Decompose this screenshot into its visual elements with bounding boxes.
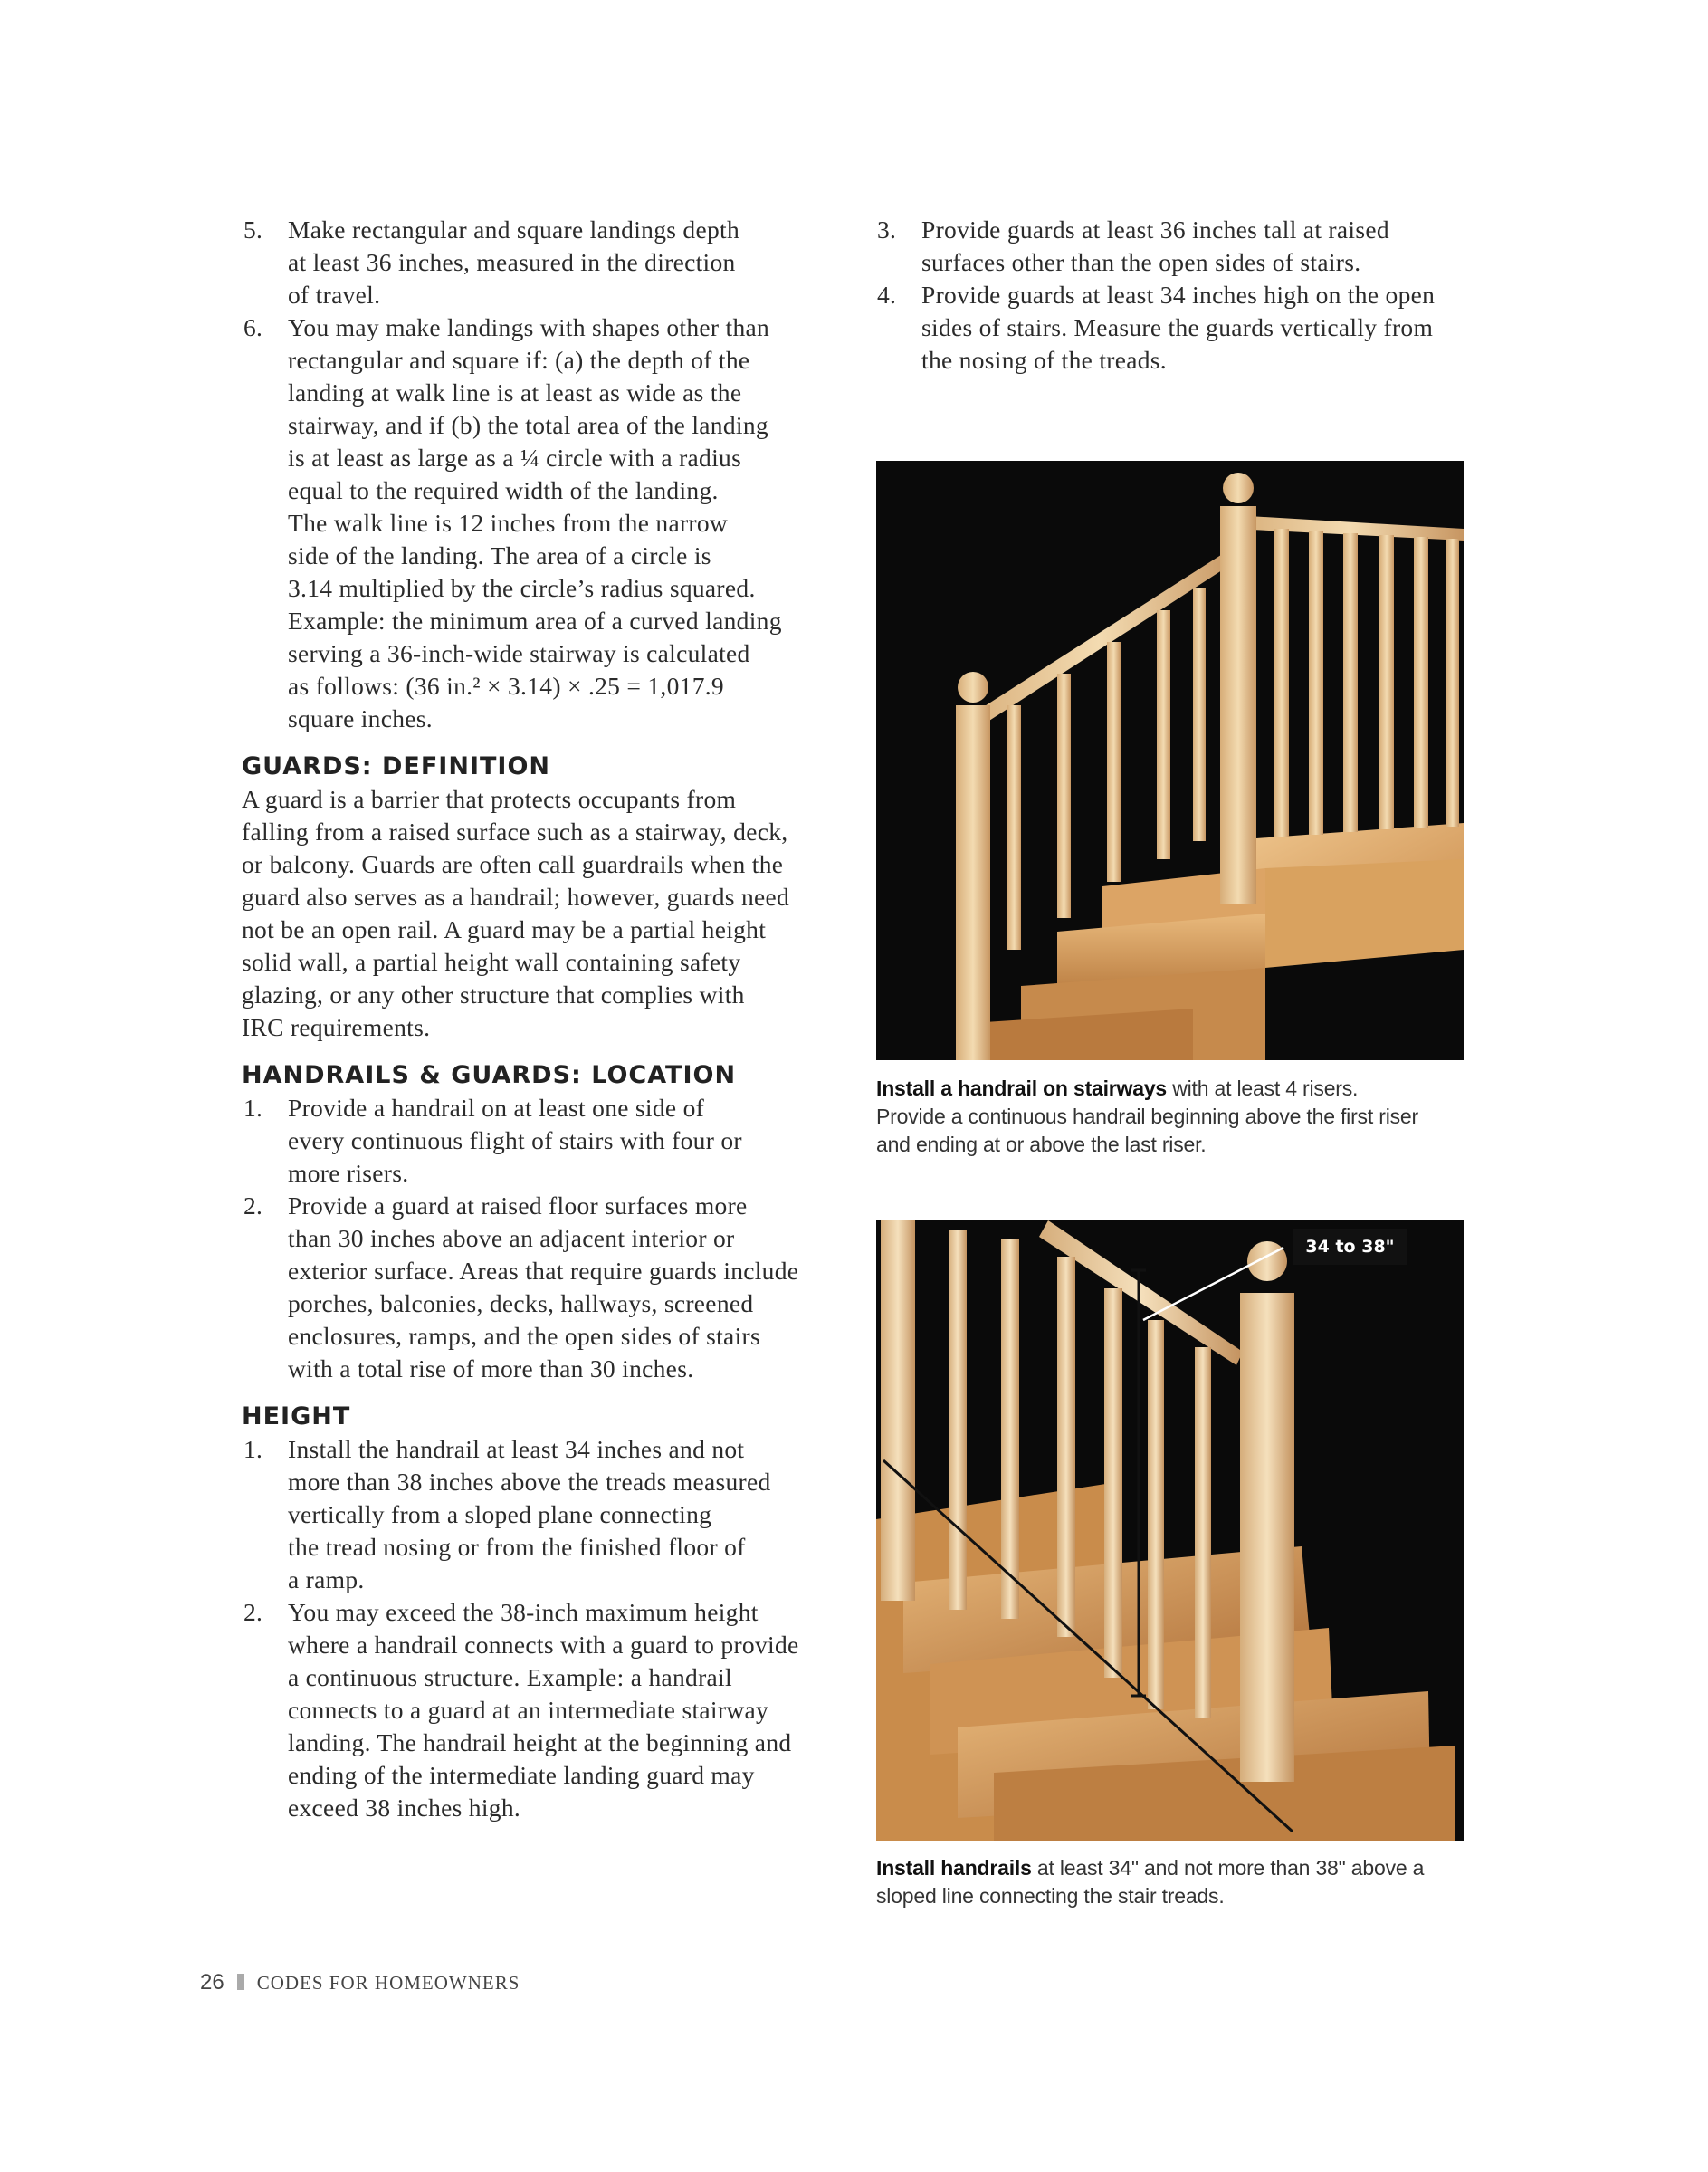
guards-list (875, 214, 1464, 377)
book-title: CODES FOR HOMEOWNERS (256, 1972, 520, 1994)
height-label: 34 to 38" (1293, 1229, 1407, 1265)
stairway-handrail-photo (876, 461, 1464, 1060)
caption-bold: Install a handrail on stairways (876, 1076, 1168, 1100)
list-item: 3. Provide guards at least 36 inches tall at raised surfaces other than the open sides of stairs. (877, 215, 1389, 276)
caption-text: at least 34" and not more than 38" above a sloped line connecting the stair treads. (876, 1856, 1425, 1908)
height-heading: HEIGHT (242, 1402, 351, 1430)
landing-list (242, 214, 830, 735)
item-text: Provide guards at least 36 inches tall at raised surfaces other than the open sides of stairs. (921, 215, 1389, 276)
right-column (875, 214, 1464, 377)
item-text: You may make landings with shapes other than rectangular and square if: (a) the depth of the landing at walk line is at least as wide as the stairway, and if (b) the total area of the landing is at least as large as a ¼ circle with a radius equal to the required width of the landing. The walk line is 12 inches from the narrow side of the landing. The area of a circle is 3.14 multiplied by the circle’s radius squared. Example: the minimum area of a curved landing serving a 36-inch-wide stairway is calculated as follows: (36 in.² × 3.14) × .25 = 1,017.9 square inches. (288, 313, 782, 732)
list-item: 4. Provide guards at least 34 inches high on the open sides of stairs. Measure the guards vertically from the nosing of the treads. (877, 281, 1436, 374)
list-item: 6. You may make landings with shapes other than rectangular and square if: (a) the depth of the landing at walk line is at least as wide as the stairway, and if (b) the total area of the landing is at least as large as a ¼ circle with a radius equal to the required width of the landing. The walk line is 12 inches from the narrow side of the landing. The area of a circle is 3.14 multiplied by the circle’s radius squared. Example: the minimum area of a curved landing serving a 36-inch-wide stairway is calculated as follows: (36 in.² × 3.14) × .25 = 1,017.9 square inches. (243, 313, 782, 732)
item-text: Provide a guard at raised floor surfaces more than 30 inches above an adjacent interior or exterior surface. Areas that require guards include porches, balconies, decks, hallways, screened enclosures, ramps, and the open sides of stairs with a total rise of more than 30 inches. (288, 1191, 799, 1383)
list-item: 2. You may exceed the 38-inch maximum height where a handrail connects with a guard to provide a continuous structure. Example: a handrail connects to a guard at an intermediate stairway landing. The handrail height at the beginning and ending of the intermediate landing guard may exceed 38 inches high. (243, 1598, 799, 1822)
left-column (242, 214, 830, 1824)
photo-1-caption (876, 1075, 1474, 1159)
page-footer (200, 1970, 520, 1995)
caption-bold: Install handrails (876, 1856, 1032, 1880)
item-text: Provide guards at least 34 inches high on the open sides of stairs. Measure the guards vertically from the nosing of the treads. (921, 281, 1436, 374)
list-item: 1. Install the handrail at least 34 inches and not more than 38 inches above the treads measured vertically from a sloped plane connecting the tread nosing or from the finished floor of a ramp. (243, 1435, 771, 1593)
handrail-height-illustration (876, 1220, 1464, 1841)
item-text: Install the handrail at least 34 inches and not more than 38 inches above the treads measured vertically from a sloped plane connecting the tread nosing or from the finished floor of a ramp. (288, 1435, 771, 1593)
stair-illustration (876, 461, 1464, 1060)
handrail-height-photo (876, 1220, 1464, 1841)
photo-2-caption (876, 1854, 1474, 1910)
list-item: 1. Provide a handrail on at least one side of every continuous flight of stairs with four or more risers. (243, 1094, 742, 1187)
list-item: 2. Provide a guard at raised floor surfaces more than 30 inches above an adjacent interior or exterior surface. Areas that require guards include porches, balconies, decks, hallways, screened enclosures, ramps, and the open sides of stairs with a total rise of more than 30 inches. (243, 1191, 799, 1383)
caption-text: with at least 4 risers. Provide a continuous handrail beginning above the first riser and ending at or above the last riser. (876, 1076, 1418, 1156)
guards-definition-heading: GUARDS: DEFINITION (242, 752, 550, 780)
location-list (242, 1092, 830, 1385)
guards-definition-text: A guard is a barrier that protects occupants from falling from a raised surface such as a stairway, deck, or balcony. Guards are often call guardrails when the guard also serves as a handrail; however, guards need not be an open rail. A guard may be a partial height solid wall, a partial height wall containing safety glazing, or any other structure that complies with IRC requirements. (242, 785, 790, 1041)
list-item: 5. Make rectangular and square landings depth at least 36 inches, measured in the direction of travel. (243, 215, 740, 309)
item-text: Make rectangular and square landings depth at least 36 inches, measured in the direction of travel. (288, 215, 740, 309)
item-text: Provide a handrail on at least one side of every continuous flight of stairs with four or more risers. (288, 1094, 742, 1187)
item-text: You may exceed the 38-inch maximum height where a handrail connects with a guard to provide a continuous structure. Example: a handrail connects to a guard at an intermediate stairway landing. The handrail height at the beginning and ending of the intermediate landing guard may exceed 38 inches high. (288, 1598, 799, 1822)
page-number: 26 (200, 1970, 224, 1995)
location-heading: HANDRAILS & GUARDS: LOCATION (242, 1061, 737, 1089)
footer-divider (237, 1974, 244, 1990)
height-list (242, 1433, 830, 1824)
